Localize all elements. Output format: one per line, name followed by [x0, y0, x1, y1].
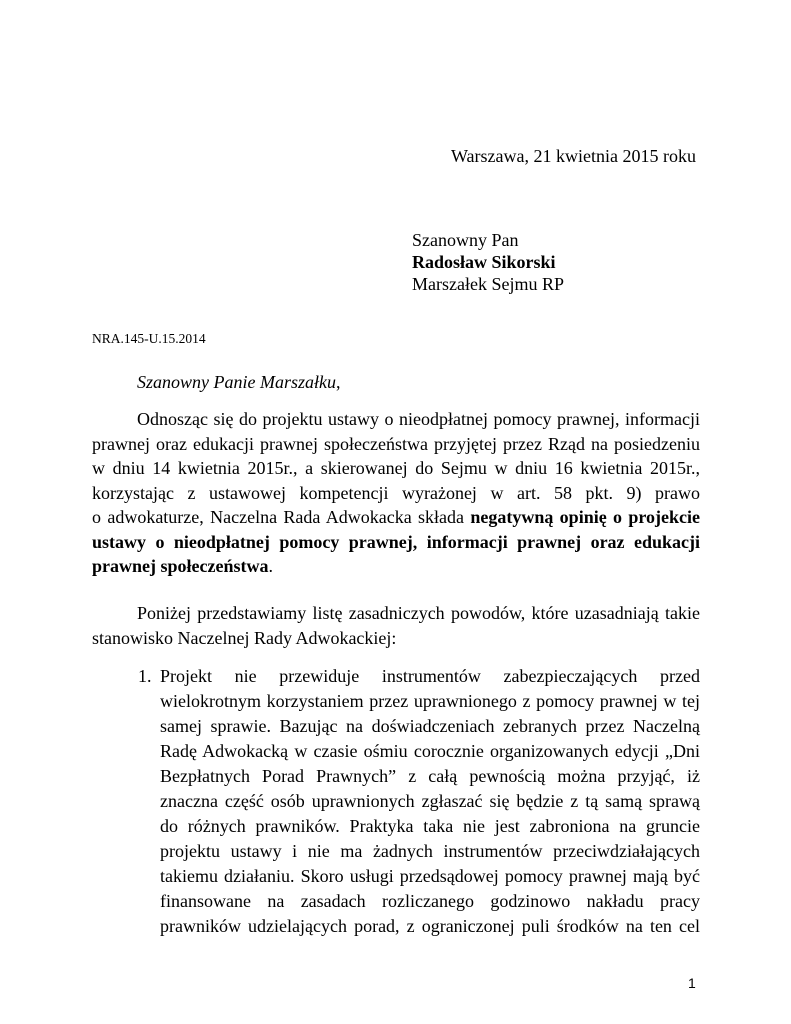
- salutation: [137, 370, 340, 394]
- list-item-line: samej sprawie. Bazując na doświadczeniach zebranych przez Naczelną: [160, 716, 700, 736]
- list-item-line: Radę Adwokacką w czasie ośmiu corocznie organizowanych edycji „Dni: [160, 741, 700, 761]
- salutation-text: Szanowny Panie Marszałku: [137, 372, 336, 392]
- salutation-punct: ,: [335, 372, 341, 392]
- letter-date: Warszawa, 21 kwietnia 2015 roku: [451, 146, 696, 166]
- list-item-line: znaczna część osób uprawnionych zgłaszać się będzie z tą samą sprawą: [160, 791, 700, 811]
- paragraph-opinion: [92, 407, 700, 579]
- list-item-line: projektu ustawy i nie ma żadnych instrumentów przeciwdziałających: [160, 841, 700, 861]
- list-item-line: finansowane na zasadach rozliczanego godzinowo nakładu pracy: [160, 891, 700, 911]
- paragraph-text: .: [268, 556, 273, 576]
- paragraph-line: korzystając z ustawowej kompetencji wyrażonej w art. 58 pkt. 9) prawo: [92, 482, 700, 503]
- list-item-line: do różnych prawników. Praktyka taka nie jest zabroniona na gruncie: [160, 816, 700, 836]
- addressee-block: [412, 229, 564, 295]
- list-item-line: takiemu działaniu. Skoro usługi przedsądowej pomocy prawnej mają być: [160, 866, 700, 886]
- addressee-greeting: Szanowny Pan: [412, 230, 519, 250]
- bold-opinion-line: ustawy o nieodpłatnej pomocy prawnej, informacji prawnej oraz edukacji: [92, 531, 700, 552]
- paragraph-reasons-intro: [92, 601, 700, 650]
- paragraph-line: Odnosząc się do projektu ustawy o nieodpłatnej pomocy prawnej, informacji: [137, 409, 700, 429]
- list-item-line: Projekt nie przewiduje instrumentów zabezpieczających przed: [160, 666, 700, 686]
- list-item-line: Bezpłatnych Porad Prawnych” z całą pewnością można przyjąć, iż: [160, 766, 700, 786]
- list-item-number: 1.: [138, 666, 152, 686]
- list-item-line: prawników udzielających porad, z ograniczonej puli środków na ten cel: [160, 916, 700, 936]
- paragraph-line: [92, 554, 700, 579]
- paragraph-line: Poniżej przedstawiamy listę zasadniczych powodów, które uzasadniają takie: [137, 603, 700, 623]
- reasons-list: [92, 664, 700, 939]
- addressee-name: Radosław Sikorski: [412, 252, 556, 272]
- reference-number: NRA.145-U.15.2014: [92, 331, 206, 346]
- addressee-title: Marszałek Sejmu RP: [412, 274, 564, 294]
- paragraph-line: stanowisko Naczelnej Rady Adwokackiej:: [92, 627, 397, 648]
- list-item-line: wielokrotnym korzystaniem przez uprawnionego z pomocy prawnej w tej: [160, 691, 700, 711]
- page-number: 1: [688, 975, 696, 991]
- paragraph-line: w dniu 14 kwietnia 2015r., a skierowanej do Sejmu w dniu 16 kwietnia 2015r.,: [92, 458, 700, 478]
- paragraph-text: o adwokaturze, Naczelna Rada Adwokacka składa: [92, 507, 471, 527]
- paragraph-line: [92, 505, 700, 530]
- bold-opinion-text: prawnej społeczeństwa: [92, 556, 269, 576]
- bold-opinion-text: negatywną opinię o projekcie: [470, 507, 701, 527]
- paragraph-line: prawnej oraz edukacji prawnej społeczeństwa przyjętej przez Rząd na posiedzeniu: [92, 433, 700, 454]
